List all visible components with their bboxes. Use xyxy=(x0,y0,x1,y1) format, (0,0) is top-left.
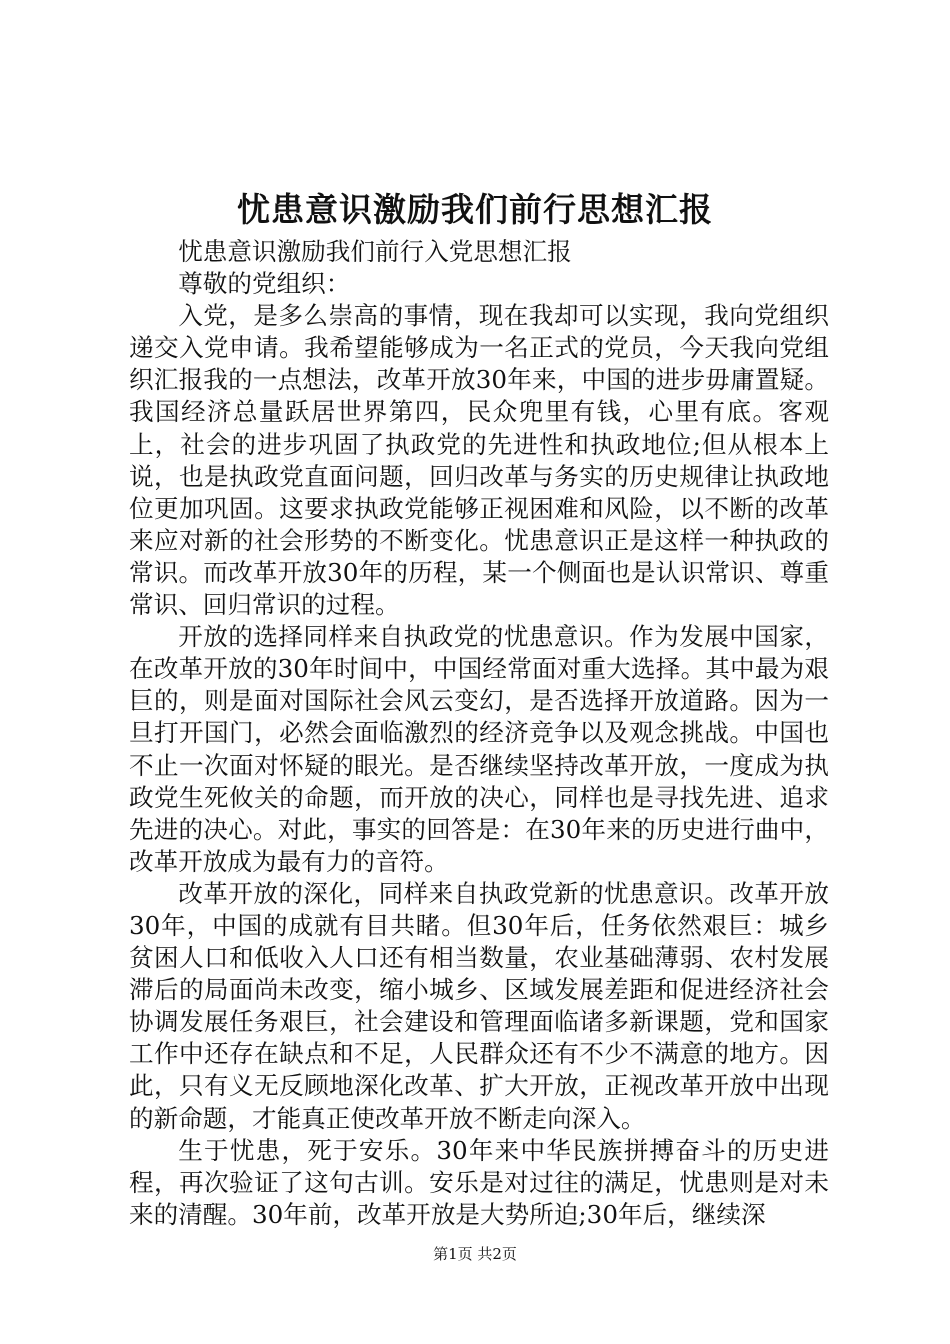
salutation: 尊敬的党组织： xyxy=(178,269,351,299)
body-paragraph: 开放的选择同样来自执政党的忧患意识。作为发展中国家，在改革开放的30年时间中，中国经常面对重大选择。其中最为艰巨的，则是面对国际社会风云变幻，是否选择开放道路。因为一旦打开国门，必然会面临激烈的经济竞争以及观念挑战。中国也不止一次面对怀疑的眼光。是否继续坚持改革开放，一度成为执政党生死攸关的命题，而开放的决心，同样也是寻找先进、追求先进的决心。对此，事实的回答是：在30年来的历史进行曲中，改革开放成为最有力的音符。 xyxy=(129,622,829,876)
document-title: 忧患意识激励我们前行思想汇报 xyxy=(237,190,713,229)
document-body xyxy=(129,236,829,1231)
body-paragraph: 改革开放的深化，同样来自执政党新的忧患意识。改革开放30年，中国的成就有目共睹。但30年后，任务依然艰巨：城乡贫困人口和低收入人口还有相当数量，农业基础薄弱、农村发展滞后的局面尚未改变，缩小城乡、区域发展差距和促进经济社会协调发展任务艰巨，社会建设和管理面临诸多新课题，党和国家工作中还存在缺点和不足，人民群众还有不少不满意的地方。因此，只有义无反顾地深化改革、扩大开放，正视改革开放中出现的新命题，才能真正使改革开放不断走向深入。 xyxy=(129,878,829,1133)
body-paragraph: 生于忧患，死于安乐。30年来中华民族拼搏奋斗的历史进程，再次验证了这句古训。安乐是对过往的满足，忧患则是对未来的清醒。30年前，改革开放是大势所迫;30年后，继续深 xyxy=(129,1135,829,1229)
page-footer: 第1页 共2页 xyxy=(433,1245,517,1263)
subtitle-line: 忧患意识激励我们前行入党思想汇报 xyxy=(178,237,572,266)
body-paragraph: 入党，是多么崇高的事情，现在我却可以实现，我向党组织递交入党申请。我希望能够成为一名正式的党员，今天我向党组织汇报我的一点想法，改革开放30年来，中国的进步毋庸置疑。我国经济总量跃居世界第四，民众兜里有钱，心里有底。客观上，社会的进步巩固了执政党的先进性和执政地位;但从根本上说，也是执政党直面问题，回归改革与务实的历史规律让执政地位更加巩固。这要求执政党能够正视困难和风险，以不断的改革来应对新的社会形势的不断变化。忧患意识正是这样一种执政的常识。而改革开放30年的历程，某一个侧面也是认识常识、尊重常识、回归常识的过程。 xyxy=(129,301,829,620)
